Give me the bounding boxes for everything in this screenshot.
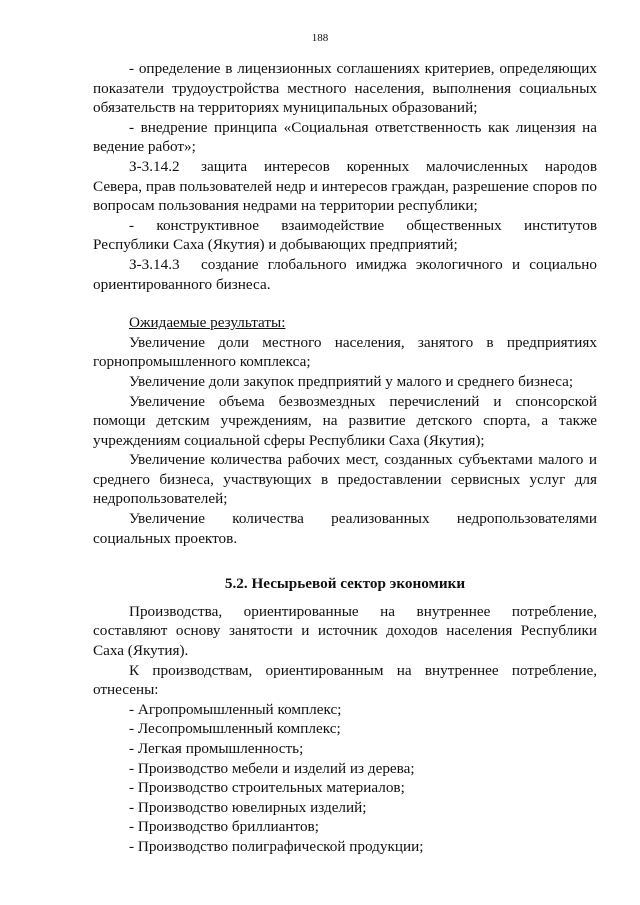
- industry-list-item: - Производство ювелирных изделий;: [129, 798, 367, 816]
- industry-list-item: - Лесопромышленный комплекс;: [129, 720, 341, 738]
- industry-list-item: - Агропромышленный комплекс;: [129, 700, 342, 718]
- paragraph-constructive-interaction: - конструктивное взаимодействие общественных институтов Республики Саха (Якутия) и добывающих предприятий;: [93, 216, 597, 254]
- industry-list-item: - Производство строительных материалов;: [129, 779, 405, 797]
- result-item: Увеличение количества рабочих мест, созданных субъектами малого и среднего бизнеса, участвующих в предоставлении сервисных услуг для недропользователей;: [93, 451, 597, 508]
- industry-list-item: - Производство полиграфической продукции;: [129, 837, 424, 855]
- industry-list-item: - Производство мебели и изделий из дерева;: [129, 759, 415, 777]
- paragraph-social-responsibility: - внедрение принципа «Социальная ответственность как лицензия на ведение работ»;: [93, 118, 597, 156]
- page-number: 188: [311, 32, 329, 44]
- result-item: Увеличение объема безвозмездных перечислений и спонсорской помощи детским учреждениям, на развитие детского спорта, а также учреждениям социальной сферы Республики Саха (Якутия);: [93, 392, 597, 449]
- result-item: Увеличение количества реализованных недропользователями социальных проектов.: [93, 510, 597, 547]
- item-3-14-3: [93, 255, 597, 294]
- section-paragraph: Производства, ориентированные на внутреннее потребление, составляют основу занятости и источник доходов населения Республики Саха (Якутия).: [93, 602, 597, 660]
- result-item: Увеличение доли местного населения, занятого в предприятиях горнопромышленного комплекса;: [93, 333, 597, 371]
- results-heading: [93, 313, 597, 333]
- item-3-14-2: [93, 157, 597, 216]
- item-code: З-3.14.2: [129, 157, 180, 175]
- section-paragraph: К производствам, ориентированным на внутреннее потребление, отнесены:: [93, 661, 597, 699]
- industry-list-item: - Легкая промышленность;: [129, 740, 304, 757]
- result-item: Увеличение доли закупок предприятий у малого и среднего бизнеса;: [129, 372, 574, 390]
- paragraph-licensing-criteria: - определение в лицензионных соглашениях критериев, определяющих показатели трудоустройства местного населения, выполнения социальных обязательств на территориях муниципальных образований;: [93, 60, 597, 117]
- section-title: 5.2. Несырьевой сектор экономики: [224, 575, 466, 593]
- page-body: [93, 59, 597, 857]
- item-code: З-3.14.3: [129, 255, 180, 273]
- results-heading-text: Ожидаемые результаты:: [129, 314, 286, 332]
- item-text: защита интересов коренных малочисленных народов Севера, прав пользователей недр и интересов граждан, разрешение споров по вопросам пользования недрами на территории республики;: [93, 157, 597, 215]
- industry-list-item: - Производство бриллиантов;: [129, 818, 319, 836]
- item-text: создание глобального имиджа экологичного и социально ориентированного бизнеса.: [93, 255, 597, 293]
